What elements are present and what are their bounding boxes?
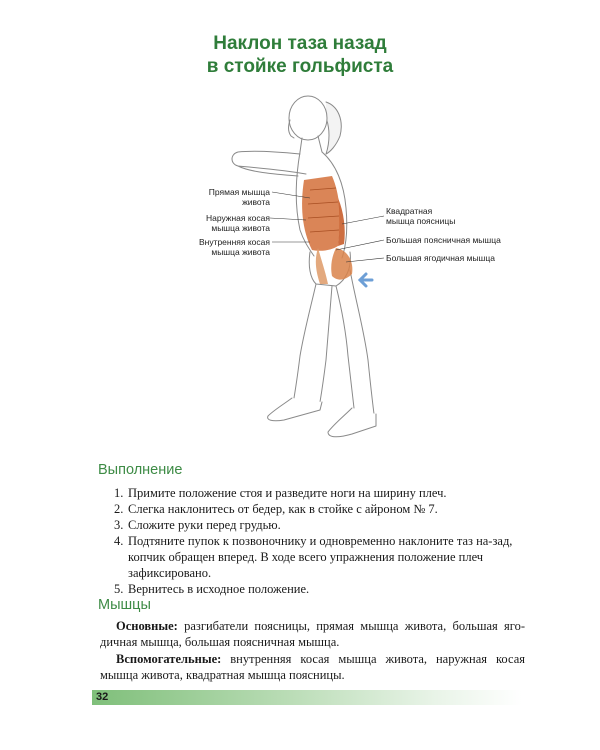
step-item: 3. Сложите руки перед грудью. [114, 518, 281, 532]
step-item: 4. Подтяните пупок к позвоночнику и одновременно наклоните таз на-зад, копчик обращен вперед. В ходе всего упражнения положение плеч зафиксировано. [114, 534, 513, 580]
left-leg [294, 284, 332, 402]
primary-muscles-text: разгибатели поясницы, прямая мышца живота, большая яго-дичная мышца, большая поясничная мышца. [100, 619, 525, 649]
left-shoe [268, 398, 322, 421]
page-title [0, 32, 600, 78]
step-item: 5. Вернитесь в исходное положение. [114, 582, 310, 596]
primary-muscles-paragraph [100, 618, 525, 650]
label-internal-oblique: Внутренняя косая мышца живота [198, 237, 270, 257]
secondary-muscles-text: внутренняя косая мышца живота, наружная косая мышца живота, квадратная мышца поясницы. [100, 652, 525, 682]
label-rectus-abdominis: Прямая мышца живота [208, 187, 270, 207]
primary-muscles-label: Основные: [116, 619, 178, 633]
step-item: 1. Примите положение стоя и разведите ноги на ширину плеч. [114, 486, 447, 500]
exercise-illustration [160, 80, 540, 450]
footer-bar [92, 690, 522, 705]
secondary-muscles-paragraph [100, 651, 525, 683]
page-title-line-1: Наклон таза назад [213, 33, 387, 54]
page-title-line-2: в стойке гольфиста [206, 56, 394, 77]
step-item: 2. Слегка наклонитесь от бедер, как в стойке с айроном № 7. [114, 502, 438, 516]
label-external-oblique: Наружная косая мышца живота [205, 213, 270, 233]
muscles-heading: Мышцы [98, 597, 151, 613]
hair-ponytail [326, 102, 341, 154]
page-number: 32 [96, 691, 109, 703]
label-psoas-major: Большая поясничная мышца [386, 235, 501, 245]
execution-steps [100, 485, 525, 597]
gluteus-muscle [331, 248, 352, 280]
folded-arms [232, 151, 306, 176]
right-shoe [328, 408, 376, 437]
right-leg [336, 270, 374, 414]
label-quadratus-lumborum: Квадратная мышца поясницы [386, 206, 456, 226]
psoas-muscle [316, 248, 328, 284]
secondary-muscles-label: Вспомогательные: [116, 652, 222, 666]
pelvis-tilt-arrow [360, 274, 372, 286]
rectus-abdominis-muscle [302, 176, 340, 251]
head [289, 96, 327, 140]
label-gluteus-maximus: Большая ягодичная мышца [386, 253, 495, 263]
execution-heading: Выполнение [98, 462, 183, 478]
